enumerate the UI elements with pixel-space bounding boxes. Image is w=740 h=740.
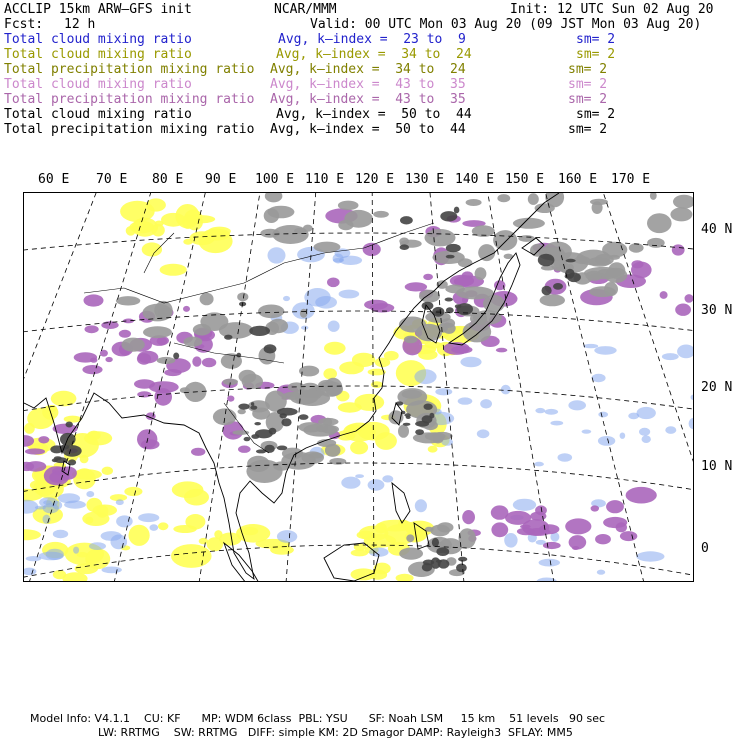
latitude-gridline	[24, 233, 694, 251]
dark-cloud-patch	[251, 402, 254, 406]
blue-cloud-patch	[341, 477, 360, 489]
blue-cloud-patch	[636, 551, 664, 561]
footer-physics-info: LW: RRTMG SW: RRTMG DIFF: simple KM: 2D Smagor DAMP: Rayleigh3 SFLAY: MM5	[98, 726, 573, 739]
gray-cloud-patch	[513, 218, 545, 229]
dark-cloud-patch	[424, 404, 433, 410]
latitude-label: 40 N	[701, 222, 733, 237]
purple-cloud-patch	[660, 291, 668, 299]
purple-cloud-patch	[620, 531, 637, 541]
yellow-cloud-patch	[124, 487, 142, 496]
dark-cloud-patch	[415, 429, 424, 435]
blue-cloud-patch	[501, 385, 511, 395]
init-time: Init: 12 UTC Sun 02 Aug 20	[510, 2, 714, 17]
legend-smoothing: sm= 2	[568, 92, 608, 107]
dark-cloud-patch	[281, 418, 291, 426]
blue-cloud-patch	[414, 369, 436, 384]
dark-cloud-patch	[264, 344, 277, 353]
gray-cloud-patch	[237, 293, 248, 302]
gray-cloud-patch	[260, 229, 279, 238]
purple-cloud-patch	[626, 487, 657, 504]
dark-cloud-patch	[244, 437, 251, 441]
legend-field-name: Total precipitation mixing ratio	[4, 62, 255, 77]
legend-level-range: Avg, k–index = 43 to 35	[270, 92, 466, 107]
dark-cloud-patch	[538, 254, 555, 267]
blue-cloud-patch	[86, 491, 94, 497]
gray-cloud-patch	[629, 243, 644, 253]
gray-cloud-patch	[154, 301, 172, 320]
gray-cloud-patch	[670, 207, 692, 221]
purple-cloud-patch	[539, 524, 559, 534]
purple-cloud-patch	[405, 282, 427, 291]
purple-cloud-patch	[137, 429, 157, 449]
purple-cloud-patch	[591, 505, 599, 511]
purple-cloud-patch	[496, 348, 507, 353]
yellow-cloud-patch	[199, 538, 208, 544]
gray-cloud-patch	[673, 195, 694, 209]
dark-cloud-patch	[400, 216, 413, 224]
gray-cloud-patch	[475, 267, 487, 280]
purple-cloud-patch	[154, 388, 172, 406]
dark-cloud-patch	[299, 414, 309, 420]
dark-cloud-patch	[566, 259, 576, 263]
gray-cloud-patch	[478, 244, 495, 261]
blue-cloud-patch	[368, 479, 385, 490]
legend-field-name: Total cloud mixing ratio	[4, 47, 192, 62]
yellow-cloud-patch	[120, 201, 155, 222]
purple-cloud-patch	[327, 278, 340, 288]
blue-cloud-patch	[628, 413, 639, 420]
yellow-cloud-patch	[324, 342, 346, 355]
yellow-cloud-patch	[184, 489, 209, 506]
purple-cloud-patch	[84, 294, 104, 306]
blue-cloud-patch	[550, 421, 563, 426]
gray-cloud-patch	[590, 199, 608, 205]
gray-cloud-patch	[608, 262, 625, 279]
dark-cloud-patch	[249, 326, 270, 336]
dark-cloud-patch	[173, 353, 179, 360]
yellow-cloud-patch	[87, 431, 101, 441]
blue-cloud-patch	[597, 570, 605, 575]
yellow-cloud-patch	[102, 467, 113, 475]
gray-cloud-patch	[441, 318, 456, 328]
yellow-cloud-patch	[85, 517, 93, 524]
yellow-cloud-patch	[173, 525, 197, 533]
blue-cloud-patch	[504, 533, 517, 548]
dark-cloud-patch	[458, 557, 467, 562]
yellow-cloud-patch	[208, 227, 231, 236]
dark-cloud-patch	[63, 445, 82, 457]
gray-cloud-patch	[325, 444, 341, 457]
yellow-cloud-patch	[428, 446, 438, 453]
purple-cloud-patch	[164, 369, 181, 376]
legend-field-name: Total precipitation mixing ratio	[4, 92, 255, 107]
purple-cloud-patch	[192, 356, 201, 366]
dark-cloud-patch	[542, 286, 552, 296]
latitude-label: 10 N	[701, 459, 733, 474]
gray-cloud-patch	[238, 409, 246, 414]
yellow-cloud-patch	[129, 525, 150, 546]
blue-cloud-patch	[592, 374, 606, 382]
dark-cloud-patch	[280, 413, 287, 418]
yellow-cloud-patch	[375, 358, 390, 368]
dark-cloud-patch	[436, 547, 449, 556]
purple-cloud-patch	[423, 274, 433, 280]
gray-cloud-patch	[318, 380, 336, 391]
blue-cloud-patch	[116, 499, 124, 505]
gray-cloud-patch	[338, 201, 359, 211]
longitude-label: 60 E	[38, 172, 70, 187]
gray-cloud-patch	[258, 305, 284, 319]
blue-cloud-patch	[594, 346, 616, 355]
legend-level-range: Avg, k–index = 50 to 44	[270, 122, 466, 137]
gray-cloud-patch	[647, 213, 672, 233]
gray-cloud-patch	[116, 296, 140, 305]
blue-cloud-patch	[333, 258, 344, 262]
yellow-cloud-patch	[51, 391, 77, 407]
gray-cloud-patch	[419, 290, 440, 303]
gray-cloud-patch	[233, 430, 250, 435]
purple-cloud-patch	[202, 358, 216, 368]
longitude-label: 70 E	[96, 172, 128, 187]
dark-cloud-patch	[236, 353, 241, 358]
longitude-label: 130 E	[405, 172, 445, 187]
purple-cloud-patch	[364, 300, 388, 310]
purple-cloud-patch	[491, 522, 508, 537]
model-title: ACCLIP 15km ARW–GFS init	[4, 2, 192, 17]
purple-cloud-patch	[595, 534, 611, 544]
fcst-label: Fcst:	[4, 17, 44, 32]
gray-cloud-patch	[329, 458, 346, 465]
blue-cloud-patch	[598, 412, 608, 418]
dark-cloud-patch	[454, 207, 460, 214]
purple-cloud-patch	[569, 535, 587, 549]
gray-cloud-patch	[143, 326, 172, 338]
yellow-cloud-patch	[171, 544, 212, 568]
dark-cloud-patch	[224, 335, 232, 340]
yellow-cloud-patch	[396, 574, 414, 582]
dark-cloud-patch	[422, 302, 434, 310]
gray-cloud-patch	[404, 336, 418, 344]
gray-cloud-patch	[338, 220, 353, 230]
longitude-label: 90 E	[205, 172, 237, 187]
blue-cloud-patch	[138, 513, 159, 522]
blue-cloud-patch	[89, 542, 106, 550]
blue-cloud-patch	[458, 397, 473, 404]
blue-cloud-patch	[513, 499, 536, 511]
gray-cloud-patch	[184, 337, 203, 347]
legend-level-range: Avg, k–index = 34 to 24	[270, 62, 466, 77]
gray-cloud-patch	[242, 374, 263, 389]
valid-time: Valid: 00 UTC Mon 03 Aug 20 (09 JST Mon 03 Aug 20)	[310, 17, 702, 32]
purple-cloud-patch	[462, 510, 475, 524]
gray-cloud-patch	[425, 229, 456, 246]
gray-cloud-patch	[303, 225, 313, 232]
legend-smoothing: sm= 2	[568, 122, 608, 137]
longitude-label: 140 E	[455, 172, 495, 187]
dark-cloud-patch	[403, 423, 411, 426]
legend-level-range: Avg, k–index = 43 to 35	[270, 77, 466, 92]
dark-cloud-patch	[400, 244, 409, 250]
purple-cloud-patch	[462, 271, 473, 279]
dark-cloud-patch	[250, 406, 257, 410]
yellow-cloud-patch	[339, 362, 364, 375]
yellow-cloud-patch	[338, 402, 362, 412]
purple-cloud-patch	[631, 262, 652, 279]
blue-cloud-patch	[382, 475, 393, 482]
yellow-cloud-patch	[24, 529, 41, 540]
gray-cloud-patch	[264, 208, 279, 223]
gray-cloud-patch	[577, 250, 611, 266]
blue-cloud-patch	[677, 345, 694, 359]
blue-cloud-patch	[665, 426, 676, 434]
purple-cloud-patch	[85, 325, 99, 333]
blue-cloud-patch	[39, 497, 58, 507]
purple-cloud-patch	[134, 379, 155, 388]
blue-cloud-patch	[58, 493, 80, 503]
purple-cloud-patch	[191, 448, 205, 456]
legend-field-name: Total cloud mixing ratio	[4, 107, 192, 122]
longitude-label: 120 E	[355, 172, 395, 187]
gray-cloud-patch	[265, 193, 283, 202]
yellow-cloud-patch	[241, 527, 258, 535]
blue-cloud-patch	[301, 326, 308, 330]
yellow-cloud-patch	[158, 522, 168, 530]
dark-cloud-patch	[432, 538, 439, 547]
purple-cloud-patch	[38, 436, 49, 443]
blue-cloud-patch	[435, 388, 452, 395]
latitude-label: 20 N	[701, 380, 733, 395]
gray-cloud-patch	[200, 293, 214, 306]
purple-cloud-patch	[606, 500, 624, 513]
dark-cloud-patch	[446, 255, 455, 259]
yellow-cloud-patch	[351, 568, 377, 580]
blue-cloud-patch	[53, 530, 68, 538]
purple-cloud-patch	[105, 357, 112, 362]
purple-cloud-patch	[675, 304, 691, 316]
purple-cloud-patch	[49, 472, 64, 483]
dark-cloud-patch	[440, 211, 457, 221]
fcst-value: 12 h	[64, 17, 96, 32]
dark-cloud-patch	[264, 445, 274, 453]
blue-cloud-patch	[642, 435, 651, 443]
blue-cloud-patch	[39, 552, 64, 561]
gray-cloud-patch	[589, 286, 616, 297]
yellow-cloud-patch	[175, 204, 199, 228]
purple-cloud-patch	[363, 243, 381, 256]
gray-cloud-patch	[466, 199, 482, 206]
blue-cloud-patch	[583, 344, 598, 348]
legend-field-name: Total cloud mixing ratio	[4, 77, 192, 92]
map-canvas	[24, 193, 694, 582]
purple-cloud-patch	[685, 294, 694, 303]
purple-cloud-patch	[227, 396, 234, 402]
longitude-label: 110 E	[305, 172, 345, 187]
blue-cloud-patch	[116, 515, 133, 527]
gray-cloud-patch	[406, 534, 414, 542]
gray-cloud-patch	[373, 211, 389, 218]
legend-level-range: Avg, k–index = 34 to 24	[276, 47, 472, 62]
longitude-label: 80 E	[152, 172, 184, 187]
longitude-label: 160 E	[558, 172, 598, 187]
longitude-label: 100 E	[255, 172, 295, 187]
dark-cloud-patch	[456, 564, 467, 573]
dark-cloud-patch	[553, 283, 563, 290]
yellow-cloud-patch	[323, 368, 337, 379]
dark-cloud-patch	[66, 422, 73, 428]
blue-cloud-patch	[415, 499, 427, 512]
gray-cloud-patch	[650, 193, 657, 200]
purple-cloud-patch	[491, 505, 509, 519]
purple-cloud-patch	[25, 448, 45, 454]
blue-cloud-patch	[582, 430, 592, 434]
legend-level-range: Avg, k–index = 50 to 44	[276, 107, 472, 122]
gray-cloud-patch	[295, 390, 330, 406]
gray-cloud-patch	[402, 390, 422, 399]
map-panel	[23, 192, 694, 582]
gray-cloud-patch	[301, 451, 324, 463]
dark-cloud-patch	[238, 404, 249, 410]
purple-cloud-patch	[672, 244, 685, 255]
yellow-cloud-patch	[350, 441, 368, 455]
blue-cloud-patch	[277, 530, 297, 543]
purple-cloud-patch	[535, 505, 547, 515]
yellow-cloud-patch	[142, 242, 162, 256]
longitude-label: 170 E	[611, 172, 651, 187]
yellow-cloud-patch	[160, 264, 187, 276]
blue-cloud-patch	[460, 357, 481, 368]
longitude-label: 150 E	[505, 172, 545, 187]
blue-cloud-patch	[283, 296, 290, 301]
gray-cloud-patch	[213, 408, 237, 425]
legend-smoothing: sm= 2	[568, 77, 608, 92]
blue-cloud-patch	[355, 474, 364, 478]
gray-cloud-patch	[314, 242, 341, 253]
blue-cloud-patch	[637, 407, 656, 419]
gray-cloud-patch	[303, 424, 337, 437]
purple-cloud-patch	[238, 446, 251, 453]
gray-cloud-patch	[535, 203, 555, 213]
blue-cloud-patch	[620, 433, 626, 439]
purple-cloud-patch	[603, 517, 627, 528]
blue-cloud-patch	[534, 462, 544, 467]
gray-cloud-patch	[497, 194, 510, 202]
legend-level-range: Avg, k–index = 23 to 9	[278, 32, 466, 47]
purple-cloud-patch	[505, 511, 531, 525]
gray-cloud-patch	[540, 294, 565, 306]
center-label: NCAR/MMM	[274, 2, 337, 17]
purple-cloud-patch	[119, 330, 131, 338]
blue-cloud-patch	[568, 400, 586, 410]
gray-cloud-patch	[445, 285, 465, 294]
dark-cloud-patch	[277, 408, 298, 416]
blue-cloud-patch	[545, 409, 559, 415]
legend-field-name: Total cloud mixing ratio	[4, 32, 192, 47]
dark-cloud-patch	[435, 310, 442, 315]
gray-cloud-patch	[268, 319, 288, 333]
blue-cloud-patch	[304, 288, 330, 307]
legend-smoothing: sm= 2	[576, 32, 616, 47]
yellow-cloud-patch	[80, 455, 89, 463]
footer-model-info: Model Info: V4.1.1 CU: KF MP: WDM 6class PBL: YSU SF: Noah LSM 15 km 51 levels 90 sec	[30, 712, 606, 725]
dark-cloud-patch	[423, 560, 434, 566]
gray-cloud-patch	[430, 525, 450, 537]
purple-cloud-patch	[565, 518, 591, 534]
blue-cloud-patch	[102, 567, 122, 574]
longitude-gridline	[24, 193, 96, 582]
yellow-cloud-patch	[93, 505, 117, 516]
blue-cloud-patch	[480, 399, 492, 408]
blue-cloud-patch	[268, 247, 286, 263]
blue-cloud-patch	[24, 568, 36, 576]
purple-cloud-patch	[82, 365, 102, 374]
blue-cloud-patch	[73, 547, 79, 554]
blue-cloud-patch	[328, 321, 340, 332]
purple-cloud-patch	[520, 525, 531, 529]
purple-cloud-patch	[25, 461, 46, 472]
dark-cloud-patch	[254, 422, 261, 425]
blue-cloud-patch	[598, 436, 615, 446]
dark-cloud-patch	[54, 456, 62, 460]
gray-cloud-patch	[398, 425, 409, 438]
gray-cloud-patch	[193, 324, 211, 336]
blue-cloud-patch	[150, 524, 159, 531]
blue-cloud-patch	[535, 408, 545, 413]
legend-field-name: Total precipitation mixing ratio	[4, 122, 255, 137]
blue-cloud-patch	[339, 290, 360, 299]
legend-smoothing: sm= 2	[576, 47, 616, 62]
blue-cloud-patch	[539, 559, 560, 567]
dark-cloud-patch	[404, 413, 410, 417]
blue-cloud-patch	[662, 353, 679, 360]
latitude-label: 0	[701, 541, 709, 556]
latitude-gridline	[24, 463, 694, 493]
legend-smoothing: sm= 2	[568, 62, 608, 77]
dark-cloud-patch	[269, 428, 277, 435]
blue-cloud-patch	[558, 453, 573, 462]
blue-cloud-patch	[689, 418, 694, 429]
legend-smoothing: sm= 2	[576, 107, 616, 122]
latitude-label: 30 N	[701, 303, 733, 318]
dark-cloud-patch	[277, 446, 288, 451]
gray-cloud-patch	[399, 238, 409, 245]
purple-cloud-patch	[138, 351, 159, 364]
gray-cloud-patch	[121, 338, 144, 352]
dark-cloud-patch	[415, 421, 429, 427]
gray-cloud-patch	[399, 548, 423, 560]
blue-cloud-patch	[639, 428, 650, 436]
yellow-cloud-patch	[219, 533, 241, 546]
purple-cloud-patch	[74, 352, 97, 362]
blue-cloud-patch	[477, 429, 490, 438]
purple-cloud-patch	[183, 306, 190, 312]
gray-cloud-patch	[528, 193, 539, 205]
dark-cloud-patch	[446, 244, 461, 252]
blue-cloud-patch	[691, 395, 695, 400]
gray-cloud-patch	[219, 322, 253, 339]
dark-cloud-patch	[445, 298, 453, 302]
purple-cloud-patch	[543, 542, 561, 549]
